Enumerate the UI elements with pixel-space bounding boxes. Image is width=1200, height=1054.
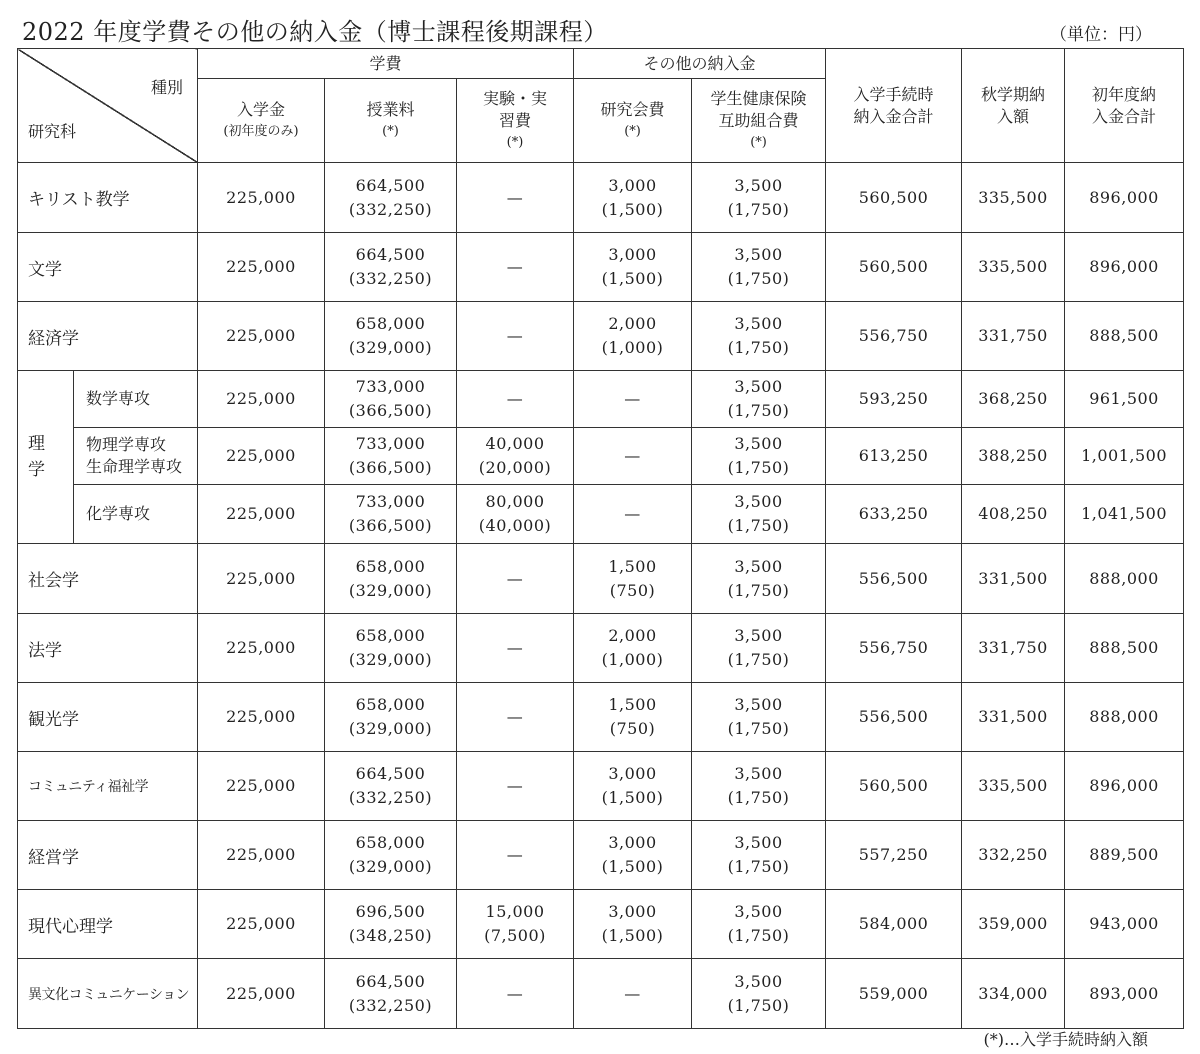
cell-shonendo: 961,500: [1065, 371, 1184, 428]
cell-kenkyukai: [574, 485, 692, 544]
cell-tetsuzuki: 633,250: [826, 485, 962, 544]
cell-jugyoryo: 664,500 (332,250): [325, 163, 457, 233]
header-sonota: その他の納入金: [574, 49, 826, 79]
table-row: [18, 371, 1184, 428]
cell-tetsuzuki: 560,500: [826, 233, 962, 302]
dept-label: 社会学: [18, 544, 198, 614]
cell-jikken: [457, 752, 574, 821]
cell-kenko: 3,500 (1,750): [692, 683, 826, 752]
cell-shuki: 359,000: [962, 890, 1065, 959]
cell-kenkyukai: 2,000 (1,000): [574, 302, 692, 371]
cell-shonendo: 896,000: [1065, 163, 1184, 233]
cell-nyugakukin: 225,000: [198, 485, 325, 544]
cell-kenko: 3,500 (1,750): [692, 233, 826, 302]
dept-label: 経営学: [18, 821, 198, 890]
cell-tetsuzuki: 613,250: [826, 428, 962, 485]
cell-jikken: 15,000 (7,500): [457, 890, 574, 959]
cell-jikken: [457, 821, 574, 890]
cell-kenkyukai: [574, 371, 692, 428]
cell-shuki: 331,500: [962, 683, 1065, 752]
cell-jikken: [457, 233, 574, 302]
cell-jugyoryo: 658,000 (329,000): [325, 544, 457, 614]
dash-mark: —: [624, 983, 641, 1003]
dash-mark: —: [506, 707, 524, 726]
cell-jugyoryo: 696,500 (348,250): [325, 890, 457, 959]
cell-tetsuzuki: 584,000: [826, 890, 962, 959]
cell-tetsuzuki: 556,750: [826, 302, 962, 371]
header-jikken: 実験・実習費 (*): [457, 79, 574, 163]
cell-tetsuzuki: 560,500: [826, 163, 962, 233]
cell-nyugakukin: 225,000: [198, 233, 325, 302]
cell-nyugakukin: 225,000: [198, 614, 325, 683]
header-tetsuzuki: 入学手続時納入金合計: [826, 49, 962, 163]
header-jugyoryo: 授業料 (*): [325, 79, 457, 163]
fee-table: [17, 48, 1184, 1029]
subdept-label: 物理学専攻 生命理学専攻: [74, 428, 198, 485]
dash-mark: —: [624, 389, 641, 408]
cell-jugyoryo: 658,000 (329,000): [325, 302, 457, 371]
table-row: [18, 959, 1184, 1029]
table-row: [18, 302, 1184, 371]
dash-mark: —: [624, 504, 641, 523]
dept-label: キリスト教学: [18, 163, 198, 233]
dept-label: 文学: [18, 233, 198, 302]
cell-tetsuzuki: 559,000: [826, 959, 962, 1029]
cell-shonendo: 888,000: [1065, 544, 1184, 614]
dash-mark: —: [506, 389, 524, 408]
page-title: 2022 年度学費その他の納入金（博士課程後期課程）: [22, 18, 608, 46]
dept-label: 経済学: [18, 302, 198, 371]
cell-shuki: 335,500: [962, 752, 1065, 821]
subdept-label: 数学専攻: [74, 371, 198, 428]
cell-shuki: 368,250: [962, 371, 1065, 428]
cell-nyugakukin: 225,000: [198, 821, 325, 890]
cell-jikken: [457, 302, 574, 371]
cell-kenkyukai: 1,500 (750): [574, 683, 692, 752]
cell-kenko: 3,500 (1,750): [692, 485, 826, 544]
cell-kenkyukai: 1,500 (750): [574, 544, 692, 614]
cell-nyugakukin: 225,000: [198, 890, 325, 959]
cell-shuki: 334,000: [962, 959, 1065, 1029]
cell-shonendo: 896,000: [1065, 233, 1184, 302]
cell-kenkyukai: [574, 959, 692, 1029]
table-row: [18, 752, 1184, 821]
cell-jikken: [457, 544, 574, 614]
cell-kenkyukai: 3,000 (1,500): [574, 233, 692, 302]
cell-kenkyukai: [574, 428, 692, 485]
dash-mark: —: [506, 776, 524, 795]
cell-tetsuzuki: 593,250: [826, 371, 962, 428]
cell-shonendo: 1,001,500: [1065, 428, 1184, 485]
unit-label: （単位：円）: [1050, 25, 1152, 45]
cell-shuki: 331,750: [962, 302, 1065, 371]
cell-kenko: 3,500 (1,750): [692, 959, 826, 1029]
cell-nyugakukin: 225,000: [198, 302, 325, 371]
cell-jugyoryo: 664,500 (332,250): [325, 959, 457, 1029]
cell-jikken: [457, 371, 574, 428]
cell-kenko: 3,500 (1,750): [692, 302, 826, 371]
cell-tetsuzuki: 556,500: [826, 683, 962, 752]
cell-shonendo: 896,000: [1065, 752, 1184, 821]
cell-tetsuzuki: 556,500: [826, 544, 962, 614]
cell-nyugakukin: 225,000: [198, 752, 325, 821]
cell-shuki: 331,750: [962, 614, 1065, 683]
cell-shonendo: 1,041,500: [1065, 485, 1184, 544]
cell-jugyoryo: 658,000 (329,000): [325, 683, 457, 752]
dash-mark: —: [506, 326, 524, 345]
dept-label: 現代心理学: [18, 890, 198, 959]
cell-nyugakukin: 225,000: [198, 371, 325, 428]
cell-jikken: [457, 959, 574, 1029]
table-row: [18, 233, 1184, 302]
cell-jugyoryo: 733,000 (366,500): [325, 428, 457, 485]
cell-shonendo: 889,500: [1065, 821, 1184, 890]
cell-kenkyukai: 3,000 (1,500): [574, 890, 692, 959]
cell-jikken: [457, 614, 574, 683]
cell-kenko: 3,500 (1,750): [692, 752, 826, 821]
table-row: [18, 485, 1184, 544]
header-kenkyukai: 研究会費 (*): [574, 79, 692, 163]
dash-mark: —: [506, 638, 524, 657]
corner-top-label: 種別: [150, 78, 183, 97]
table-row: [18, 544, 1184, 614]
table-row: [18, 428, 1184, 485]
cell-jikken: [457, 163, 574, 233]
cell-shuki: 388,250: [962, 428, 1065, 485]
cell-jugyoryo: 733,000 (366,500): [325, 485, 457, 544]
header-shuki: 秋学期納入額: [962, 49, 1065, 163]
cell-tetsuzuki: 560,500: [826, 752, 962, 821]
dash-mark: —: [506, 983, 524, 1003]
cell-nyugakukin: 225,000: [198, 959, 325, 1029]
cell-jikken: [457, 683, 574, 752]
dash-mark: —: [506, 257, 524, 276]
cell-kenko: 3,500 (1,750): [692, 614, 826, 683]
cell-jugyoryo: 664,500 (332,250): [325, 752, 457, 821]
cell-jikken: 80,000 (40,000): [457, 485, 574, 544]
dept-label: 異文化コミュニケーション: [18, 959, 198, 1029]
cell-shonendo: 893,000: [1065, 959, 1184, 1029]
cell-tetsuzuki: 556,750: [826, 614, 962, 683]
cell-nyugakukin: 225,000: [198, 544, 325, 614]
cell-jikken: 40,000 (20,000): [457, 428, 574, 485]
cell-shonendo: 888,500: [1065, 614, 1184, 683]
cell-shuki: 335,500: [962, 233, 1065, 302]
cell-kenkyukai: 3,000 (1,500): [574, 821, 692, 890]
cell-shuki: 332,250: [962, 821, 1065, 890]
cell-kenko: 3,500 (1,750): [692, 163, 826, 233]
cell-kenko: 3,500 (1,750): [692, 371, 826, 428]
cell-shuki: 335,500: [962, 163, 1065, 233]
dept-label: 法学: [18, 614, 198, 683]
dash-mark: —: [624, 446, 641, 465]
header-gakuhi: 学費: [198, 49, 574, 79]
subdept-label: 化学専攻: [74, 485, 198, 544]
table-row: [18, 614, 1184, 683]
cell-nyugakukin: 225,000: [198, 683, 325, 752]
cell-nyugakukin: 225,000: [198, 428, 325, 485]
header-shonendo: 初年度納入金合計: [1065, 49, 1184, 163]
cell-jugyoryo: 664,500 (332,250): [325, 233, 457, 302]
cell-kenko: 3,500 (1,750): [692, 544, 826, 614]
cell-kenkyukai: 3,000 (1,500): [574, 752, 692, 821]
cell-shonendo: 888,500: [1065, 302, 1184, 371]
cell-kenkyukai: 3,000 (1,500): [574, 163, 692, 233]
cell-shonendo: 943,000: [1065, 890, 1184, 959]
cell-shonendo: 888,000: [1065, 683, 1184, 752]
cell-kenkyukai: 2,000 (1,000): [574, 614, 692, 683]
dept-label: コミュニティ福祉学: [18, 752, 198, 821]
cell-jugyoryo: 658,000 (329,000): [325, 614, 457, 683]
cell-nyugakukin: 225,000: [198, 163, 325, 233]
cell-shuki: 408,250: [962, 485, 1065, 544]
cell-tetsuzuki: 557,250: [826, 821, 962, 890]
dash-mark: —: [506, 568, 524, 588]
header-nyugakukin: 入学金 (初年度のみ): [198, 79, 325, 163]
dash-mark: —: [506, 845, 524, 864]
corner-header: [18, 49, 198, 163]
table-row: [18, 821, 1184, 890]
cell-kenko: 3,500 (1,750): [692, 890, 826, 959]
dash-mark: —: [506, 187, 524, 207]
cell-kenko: 3,500 (1,750): [692, 428, 826, 485]
cell-jugyoryo: 658,000 (329,000): [325, 821, 457, 890]
table-row: [18, 683, 1184, 752]
table-row: [18, 163, 1184, 233]
cell-kenko: 3,500 (1,750): [692, 821, 826, 890]
table-row: [18, 890, 1184, 959]
dept-label: 観光学: [18, 683, 198, 752]
footnote: (*)…入学手続時納入額: [983, 1030, 1148, 1049]
corner-bottom-label: 研究科: [28, 122, 77, 141]
rika-group-label: 理学: [18, 371, 74, 544]
cell-shuki: 331,500: [962, 544, 1065, 614]
cell-jugyoryo: 733,000 (366,500): [325, 371, 457, 428]
header-kenko: 学生健康保険互助組合費 (*): [692, 79, 826, 163]
